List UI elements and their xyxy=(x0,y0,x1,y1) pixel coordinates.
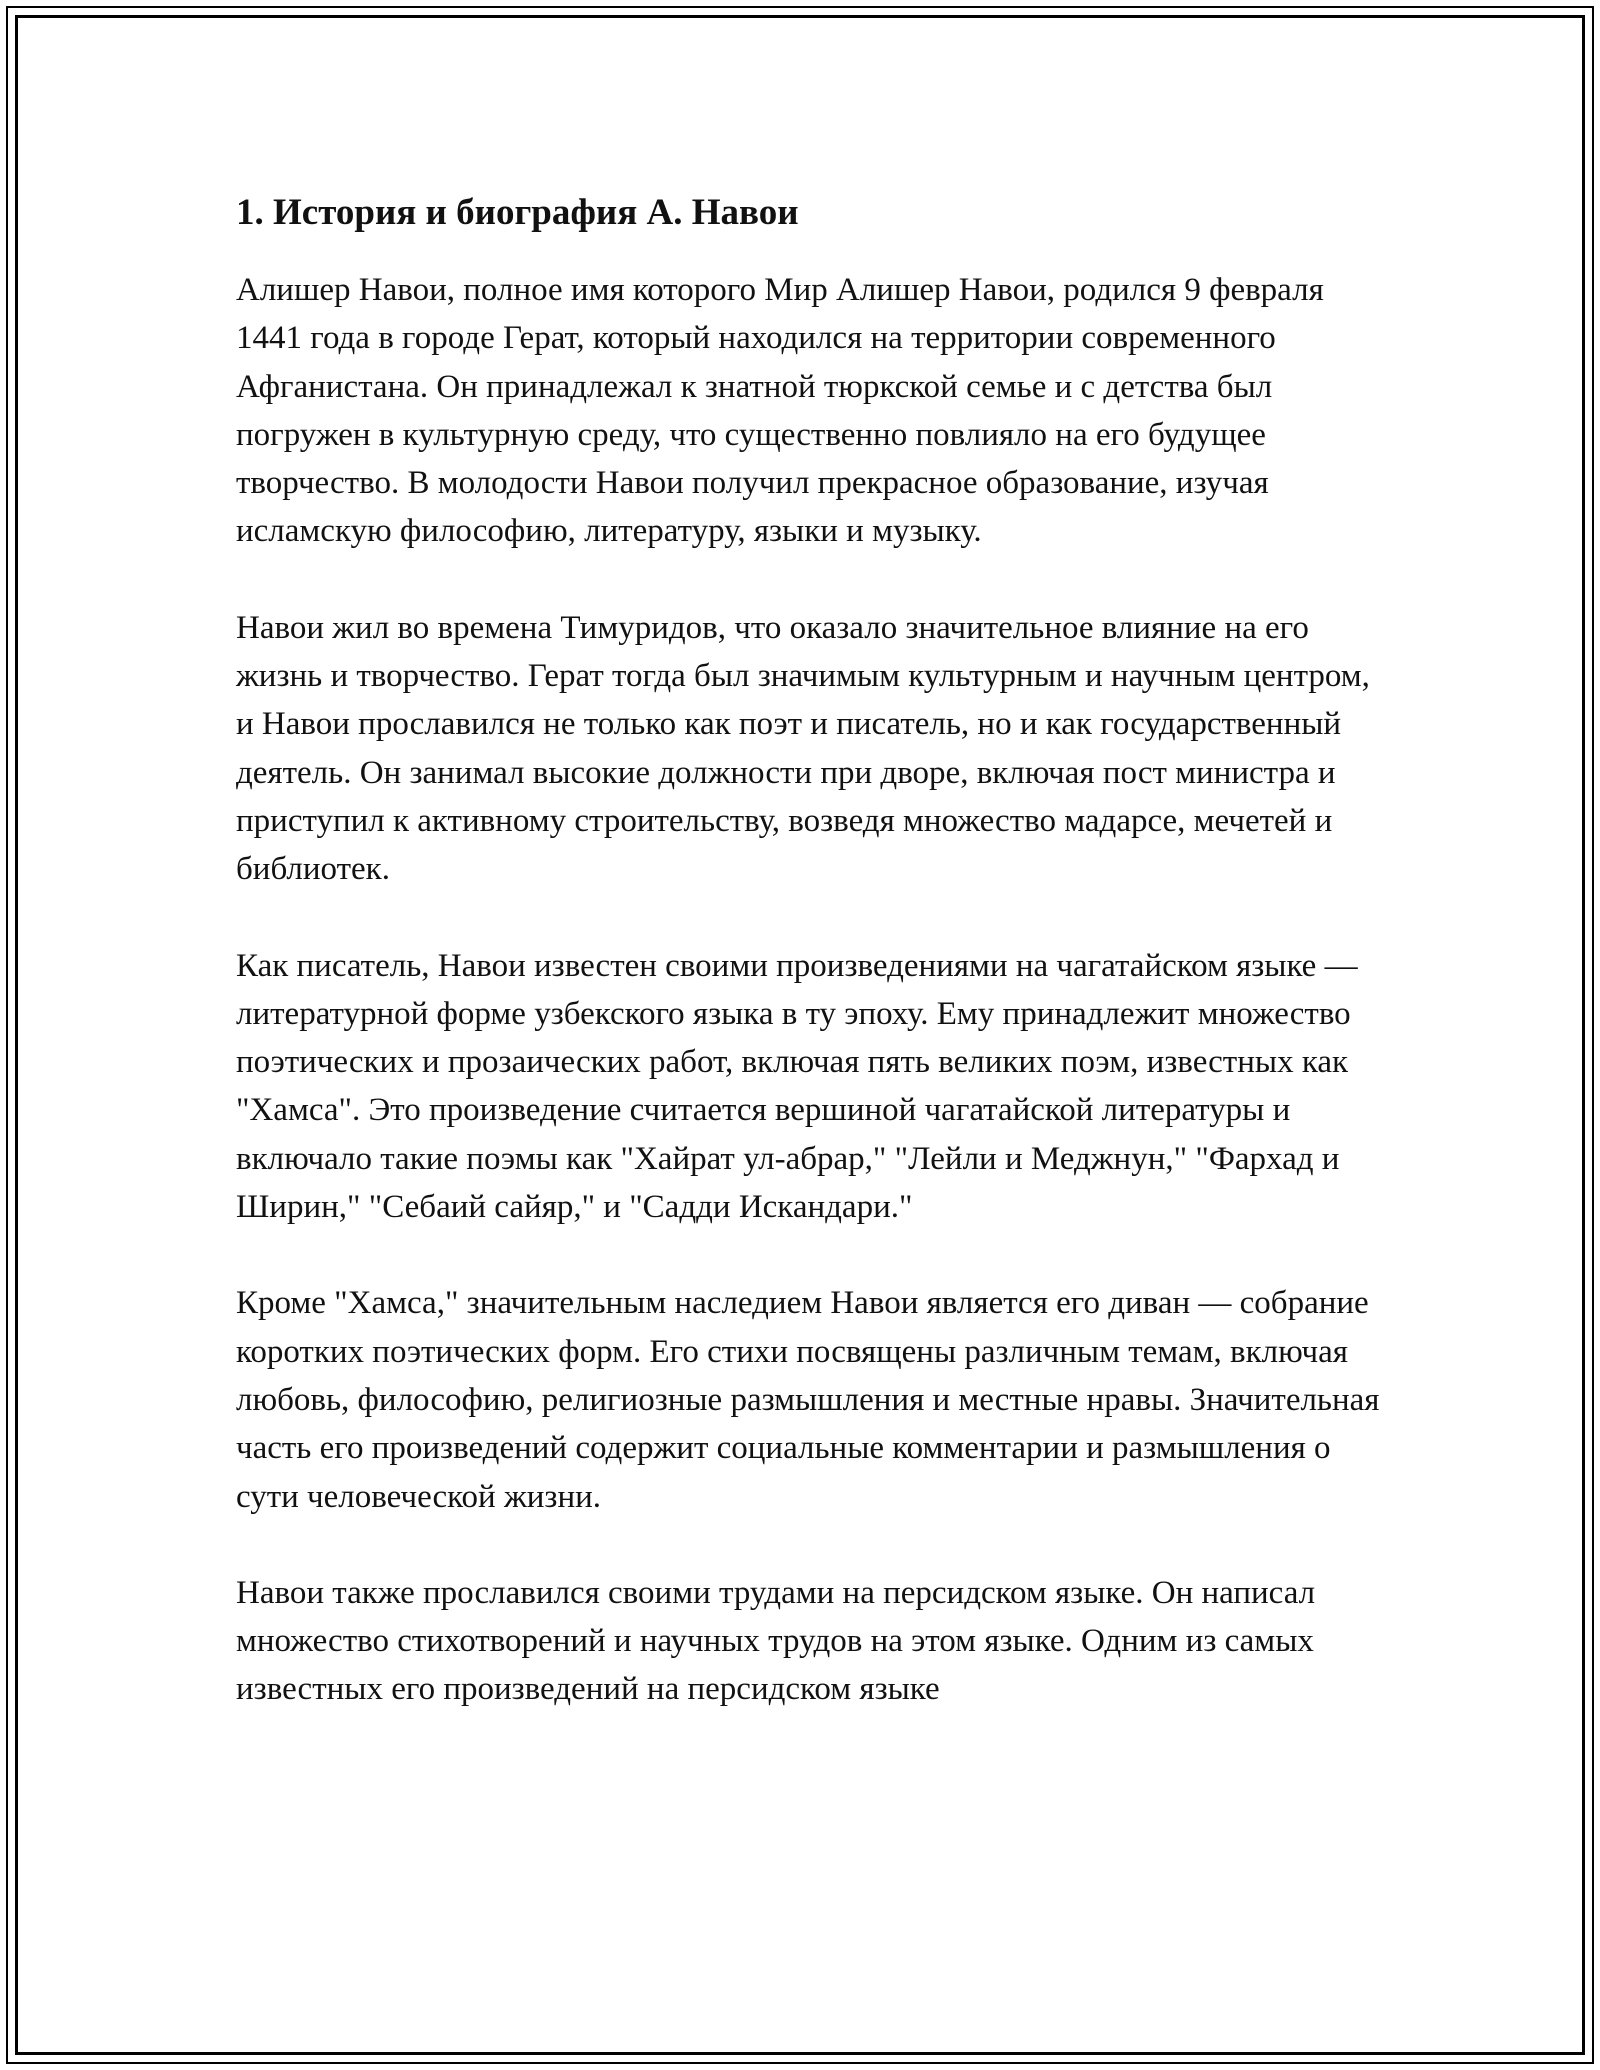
paragraph-khamsa: Как писатель, Навои известен своими произведениями на чагатайском языке — литературной форме узбекского языка в ту эпоху. Ему принадлежит множество поэтических и прозаических работ, включая пять великих поэм, известных как "Хамса". Это произведение считается вершиной чагатайской литературы и включало такие поэмы как "Хайрат ул-абрар," "Лейли и Меджнун," "Фархад и Ширин," "Себаий сайяр," и "Садди Искандари." xyxy=(236,947,1358,1226)
paragraph-divan: Кроме "Хамса," значительным наследием Навои является его диван — собрание коротких поэтических форм. Его стихи посвящены различным темам, включая любовь, философию, религиозные размышления и местные нравы. Значительная часть его произведений содержит социальные комментарии и размышления о сути человеческой жизни. xyxy=(236,1285,1380,1515)
section-heading: 1. История и биография А. Навои xyxy=(236,192,799,233)
paragraph-timurids: Навои жил во времена Тимуридов, что оказало значительное влияние на его жизнь и творчество. Герат тогда был значимым культурным и научным центром, и Навои прославился не только как поэт и писатель, но и как государственный деятель. Он занимал высокие должности при дворе, включая пост министра и приступил к активному строительству, возведя множество мадарсе, мечетей и библиотек. xyxy=(236,609,1370,888)
paragraph-biography: Алишер Навои, полное имя которого Мир Алишер Навои, родился 9 февраля 1441 года в городе Герат, который находился на территории современного Афганистана. Он принадлежал к знатной тюркской семье и с детства был погружен в культурную среду, что существенно повлияло на его будущее творчество. В молодости Навои получил прекрасное образование, изучая исламскую философию, литературу, языки и музыку. xyxy=(236,272,1324,550)
document-body xyxy=(236,188,1386,1714)
paragraph-persian: Навои также прославился своими трудами на персидском языке. Он написал множество стихотворений и научных трудов на этом языке. Одним из самых известных его произведений на персидском языке xyxy=(236,1574,1316,1708)
